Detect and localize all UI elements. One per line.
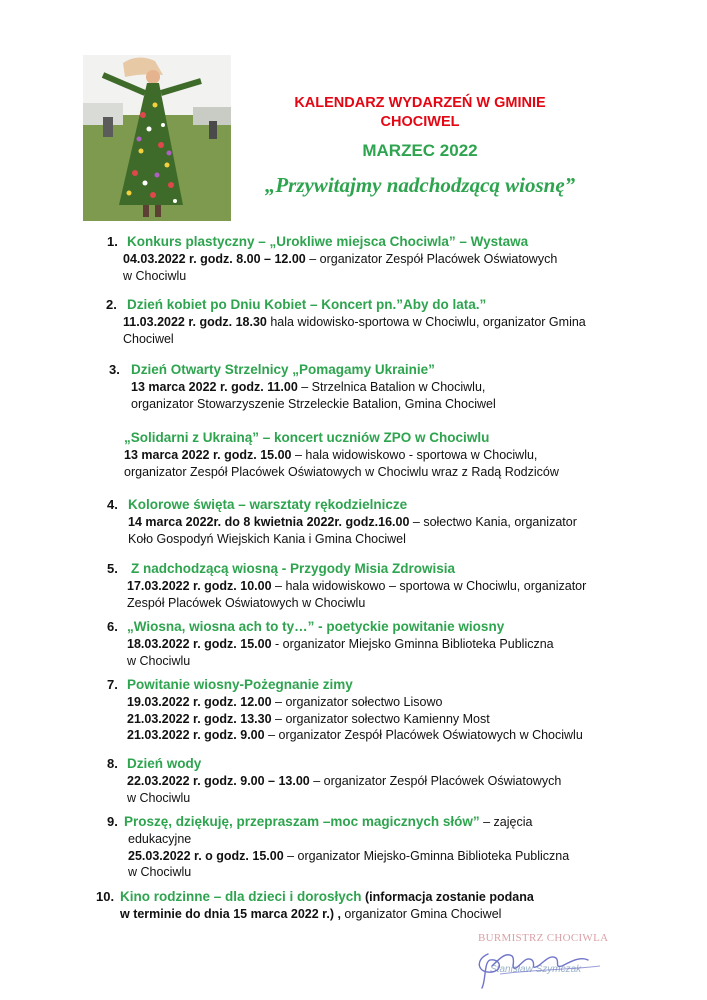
event-date: 18.03.2022 r. godz. 15.00 <box>127 637 272 651</box>
event-number: 7. <box>107 677 118 692</box>
event-details-cont: Chociwel <box>123 331 174 346</box>
header-photo <box>83 55 231 221</box>
event-title: „Wiosna, wiosna ach to ty…” - poetyckie powitanie wiosny <box>127 619 505 634</box>
event-title: Powitanie wiosny-Pożegnanie zimy <box>127 677 353 692</box>
event-item-10 <box>96 888 534 923</box>
calendar-title-line1: KALENDARZ WYDARZEŃ W GMINIE <box>294 95 546 111</box>
event-details: – organizator sołectwo Lisowo <box>271 695 443 709</box>
event-date: 14 marca 2022r. do 8 kwietnia 2022r. godz.16.00 <box>128 515 410 529</box>
event-number: 10. <box>96 889 115 904</box>
event-number: 3. <box>109 362 120 377</box>
event-number: 6. <box>107 619 118 634</box>
page-header <box>250 94 590 198</box>
event-title-tail: – zajęcia <box>479 815 533 829</box>
signature-stamp <box>470 930 620 992</box>
event-date: 22.03.2022 r. godz. 9.00 – 13.00 <box>127 774 310 788</box>
event-details: organizator Gmina Chociwel <box>340 907 502 921</box>
event-details-cont: w Chociwlu <box>127 790 191 805</box>
event-date: 13 marca 2022 r. godz. 15.00 <box>124 448 292 462</box>
event-number: 5. <box>107 561 118 576</box>
event-number: 9. <box>107 814 118 829</box>
event-date: 21.03.2022 r. godz. 13.30 <box>127 711 272 726</box>
event-number: 4. <box>107 497 118 512</box>
event-item-5 <box>107 560 586 611</box>
event-title: Kino rodzinne – dla dzieci i dorosłych <box>120 889 362 904</box>
handwritten-signature <box>470 930 620 992</box>
event-item-9 <box>107 813 569 881</box>
event-title: Kolorowe święta – warsztaty rękodzielnicze <box>128 497 408 512</box>
event-title: Dzień kobiet po Dniu Kobiet – Koncert pn.”Aby do lata.” <box>127 297 487 312</box>
event-date: 25.03.2022 r. o godz. 15.00 <box>128 848 284 863</box>
event-item-7 <box>107 676 583 744</box>
event-number: 2. <box>106 297 117 312</box>
event-date: 17.03.2022 r. godz. 10.00 <box>127 579 272 593</box>
event-details: – organizator Zespół Placówek Oświatowych <box>305 252 558 266</box>
event-date: w terminie do dnia 15 marca 2022 r.) , <box>120 907 341 921</box>
event-details: hala widowisko-sportowa w Chociwlu, organizator Gmina <box>266 315 586 329</box>
event-title: „Solidarni z Ukrainą” – koncert uczniów ZPO w Chociwlu <box>124 430 490 445</box>
event-date: 13 marca 2022 r. godz. 11.00 <box>131 380 298 394</box>
stamp-title: BURMISTRZ CHOCIWLA <box>478 932 609 944</box>
event-details: – organizator Miejsko-Gminna Biblioteka Publiczna <box>283 848 570 863</box>
event-details-cont: organizator Stowarzyszenie Strzeleckie Batalion, Gmina Chociwel <box>131 396 496 411</box>
flower-dress-photo-illustration <box>83 55 231 221</box>
event-date: 19.03.2022 r. godz. 12.00 <box>127 695 272 709</box>
stamp-name: Stanisław Szymczak <box>490 964 582 975</box>
event-item-8 <box>107 755 561 806</box>
event-title: Proszę, dziękuję, przepraszam –moc magicznych słów” <box>124 814 480 829</box>
event-details: – organizator sołectwo Kamienny Most <box>271 711 490 726</box>
event-details-cont: Zespół Placówek Oświatowych w Chociwlu <box>127 595 366 610</box>
event-details: – sołectwo Kania, organizator <box>409 515 577 529</box>
event-item-2 <box>106 296 586 347</box>
motto: „Przywitajmy nadchodzącą wiosnę” <box>264 173 576 197</box>
event-details-cont: edukacyjne <box>128 832 192 846</box>
event-title: Dzień wody <box>127 756 202 771</box>
event-date: 04.03.2022 r. godz. 8.00 – 12.00 <box>123 252 306 266</box>
event-details: – organizator Zespół Placówek Oświatowych w Chociwlu <box>264 728 583 742</box>
event-title: Dzień Otwarty Strzelnicy „Pomagamy Ukrainie” <box>131 362 435 377</box>
event-item-3b <box>124 429 559 480</box>
event-details-cont: organizator Zespół Placówek Oświatowych w Chociwlu wraz z Radą Rodziców <box>124 464 559 479</box>
event-title-paren: (informacja zostanie podana <box>361 890 534 904</box>
event-number: 8. <box>107 756 118 771</box>
event-item-3 <box>109 361 496 412</box>
event-item-4 <box>107 496 577 547</box>
event-date: 21.03.2022 r. godz. 9.00 <box>127 728 265 742</box>
month-heading: MARZEC 2022 <box>362 141 478 160</box>
event-details-cont: Koło Gospodyń Wiejskich Kania i Gmina Chociwel <box>128 531 406 546</box>
event-details: - organizator Miejsko Gminna Biblioteka Publiczna <box>271 637 554 651</box>
event-details-cont: w Chociwlu <box>123 268 187 283</box>
event-item-1 <box>107 233 557 284</box>
event-title: Konkurs plastyczny – „Urokliwe miejsca Chociwla” – Wystawa <box>127 234 529 249</box>
event-details: – hala widowiskowo - sportowa w Chociwlu, <box>291 448 538 462</box>
calendar-title-line2: CHOCIWEL <box>380 114 460 130</box>
event-item-6 <box>107 618 554 669</box>
event-details: – Strzelnica Batalion w Chociwlu, <box>297 380 486 394</box>
event-date: 11.03.2022 r. godz. 18.30 <box>123 315 267 329</box>
event-details-cont: w Chociwlu <box>127 653 191 668</box>
event-details: – hala widowiskowo – sportowa w Chociwlu, organizator <box>271 579 587 593</box>
event-number: 1. <box>107 234 118 249</box>
event-title: Z nadchodzącą wiosną - Przygody Misia Zdrowisia <box>131 561 456 576</box>
event-details-cont: w Chociwlu <box>128 865 192 879</box>
event-details: – organizator Zespół Placówek Oświatowych <box>309 774 562 788</box>
